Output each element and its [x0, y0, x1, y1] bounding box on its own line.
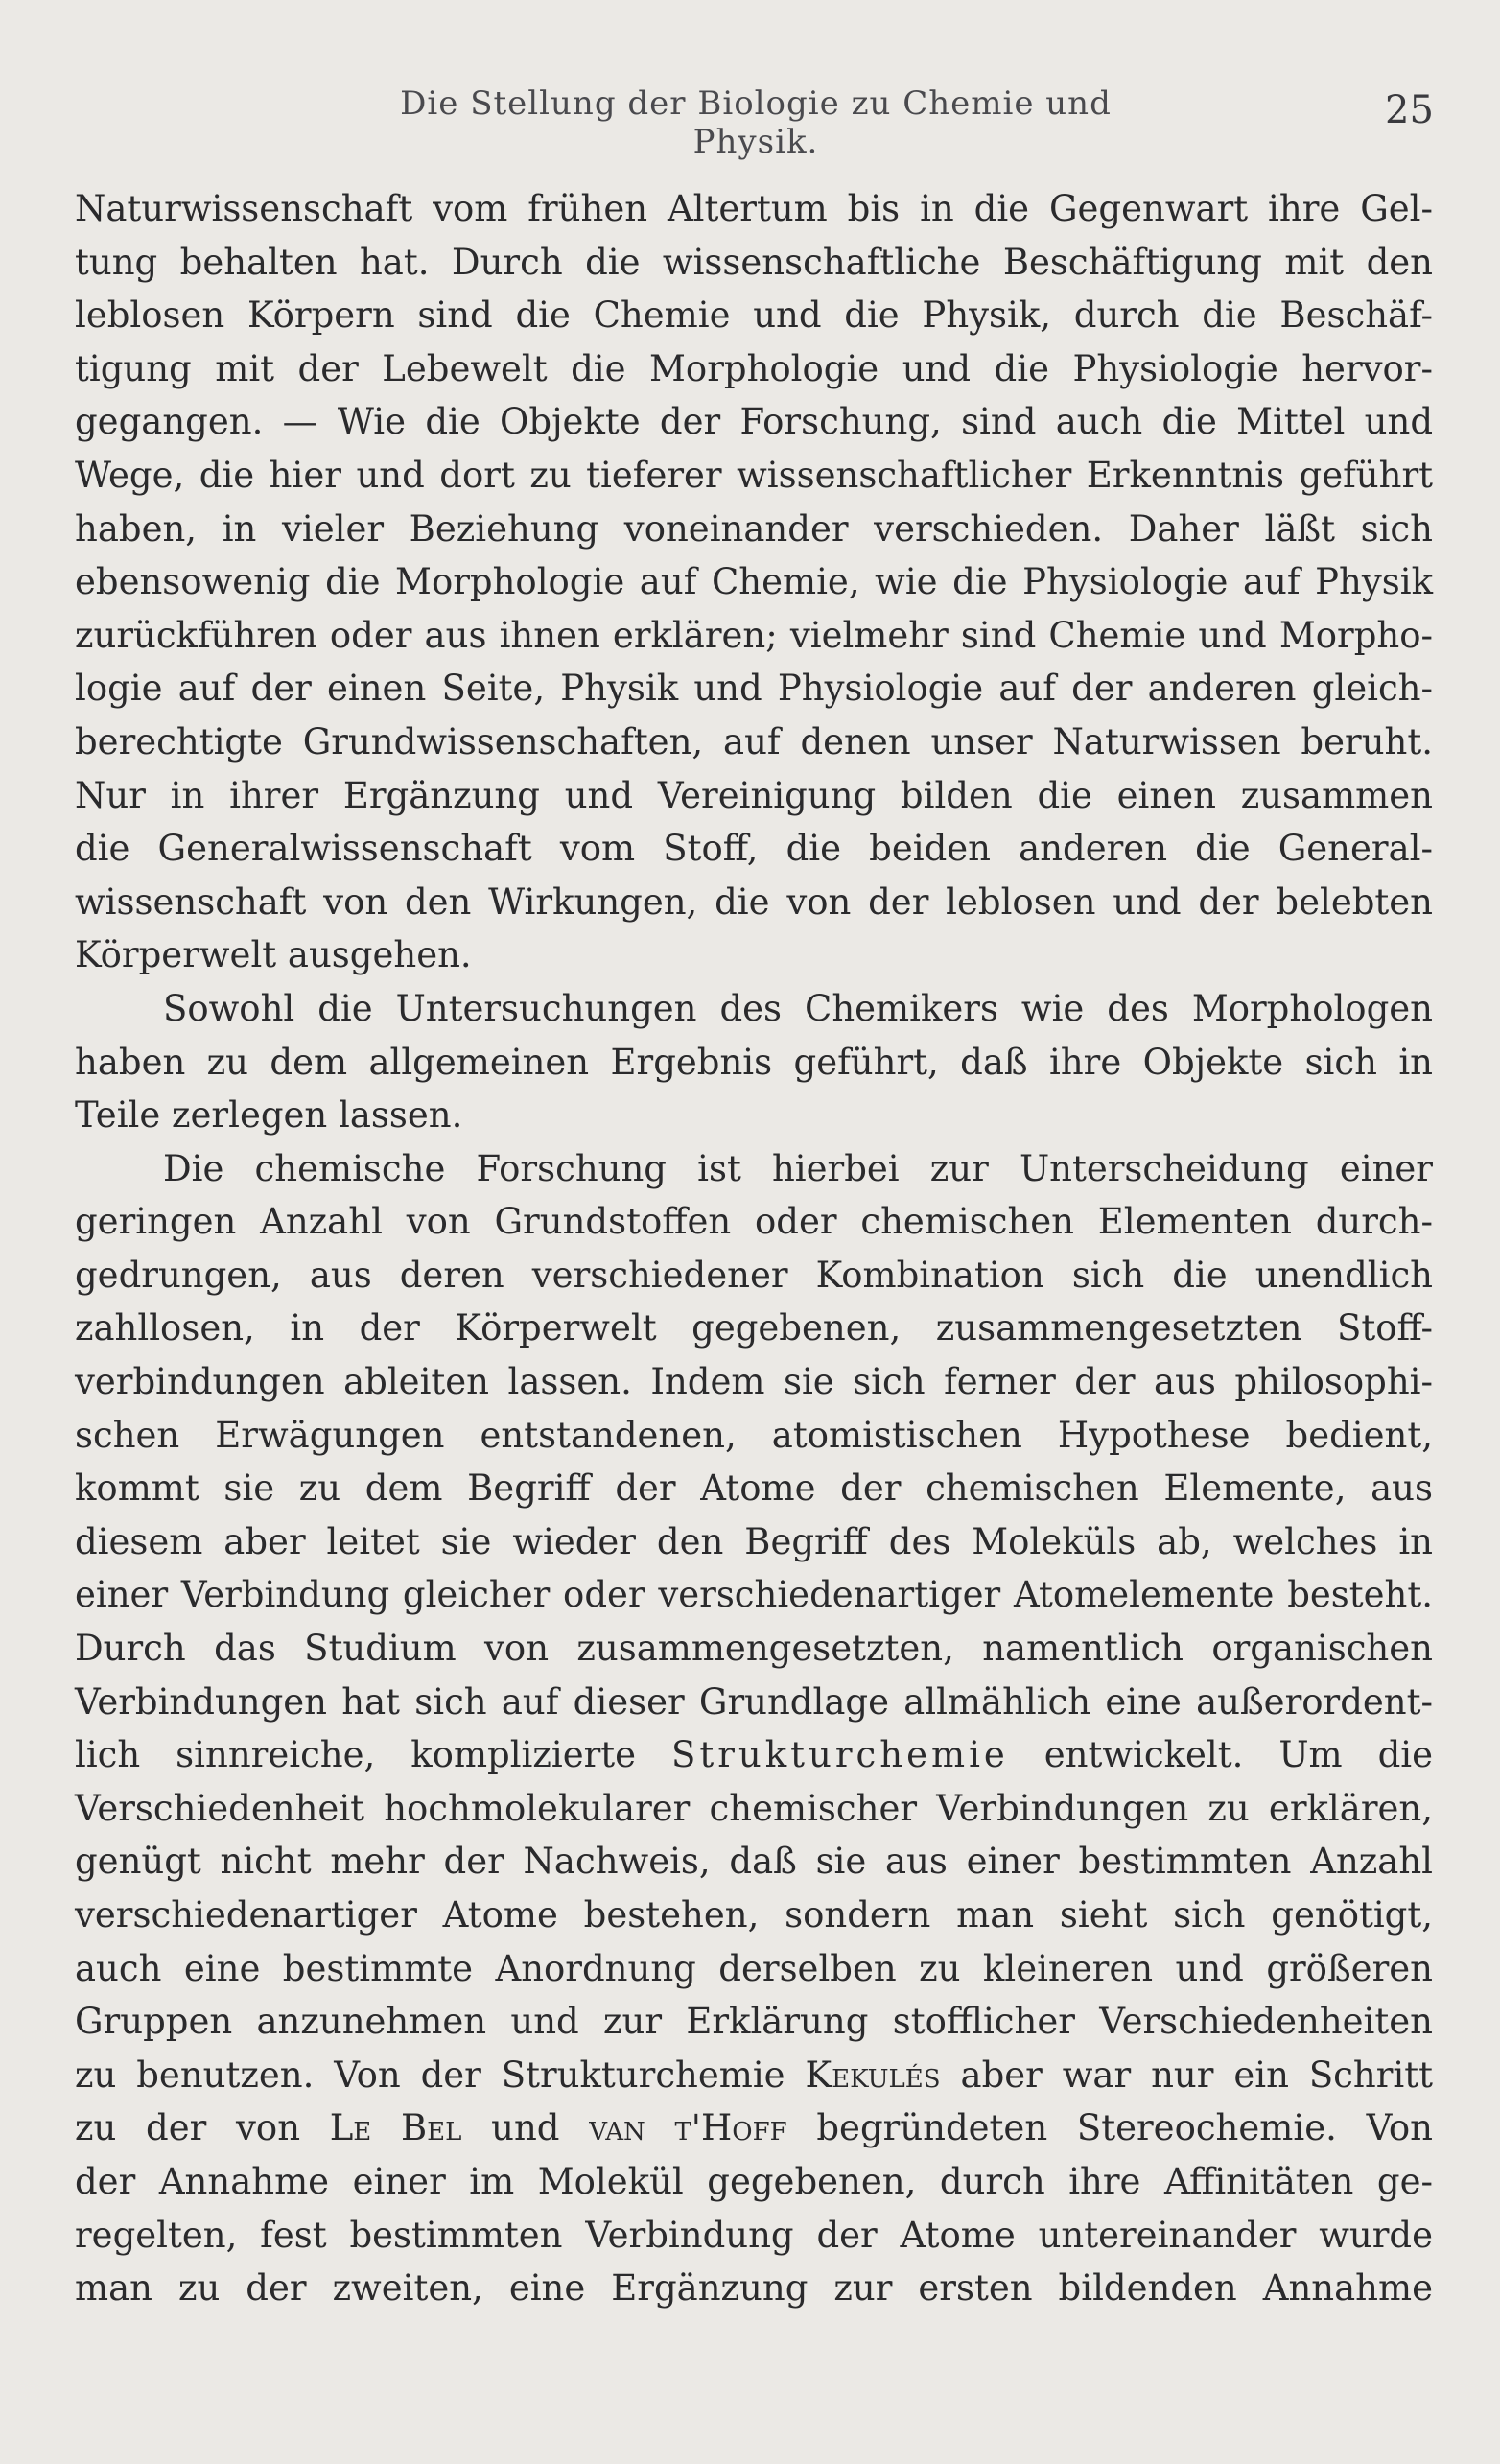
text-line: Gruppen anzunehmen und zur Erklärung stofflicher Verschiedenheiten [75, 2001, 1433, 2043]
text-line: haben, in vieler Beziehung voneinander verschieden. Daher läßt sich [75, 507, 1433, 550]
text-line: die Generalwissenschaft vom Stoff, die beiden anderen die General- [75, 828, 1433, 870]
running-head: Die Stellung der Biologie zu Chemie und Physik. [400, 84, 1112, 161]
text-line: gedrungen, aus deren verschiedener Kombination sich die unendlich [75, 1254, 1433, 1296]
text-line [75, 2049, 1433, 2102]
text-segment: begründeten Stereochemie. Von [786, 2107, 1434, 2149]
text-line: kommt sie zu dem Begriff der Atome der chemischen Elemente, aus [75, 1467, 1433, 1510]
text-line: wissenschaft von den Wirkungen, die von der leblosen und der belebten [75, 880, 1433, 923]
text-line: verschiedenartiger Atome bestehen, sondern man sieht sich genötigt, [75, 1894, 1433, 1936]
text-segment: und [461, 2107, 590, 2149]
author-name: Kekulés [805, 2053, 941, 2096]
text-line: ebensowenig die Morphologie auf Chemie, wie die Physiologie auf Physik [75, 561, 1433, 603]
text-line: verbindungen ableiten lassen. Indem sie sich ferner der aus philosophi- [75, 1361, 1433, 1403]
text-line: einer Verbindung gleicher oder verschiedenartiger Atomelemente besteht. [75, 1574, 1433, 1616]
text-line: Verschiedenheit hochmolekularer chemischer Verbindungen zu erklären, [75, 1787, 1433, 1829]
author-name: van t'Hoff [589, 2107, 787, 2149]
text-line: leblosen Körpern sind die Chemie und die Physik, durch die Beschäf- [75, 294, 1433, 337]
text-line: zurückführen oder aus ihnen erklären; vielmehr sind Chemie und Morpho- [75, 614, 1433, 656]
text-line: auch eine bestimmte Anordnung derselben zu kleineren und größeren [75, 1947, 1433, 1989]
text-line: tigung mit der Lebewelt die Morphologie und die Physiologie hervor- [75, 347, 1433, 389]
paragraph-start-line: Sowohl die Untersuchungen des Chemikers wie des Morphologen [163, 987, 1433, 1029]
text-line: man zu der zweiten, eine Ergänzung zur ersten bildenden Annahme [75, 2267, 1433, 2310]
text-line: regelten, fest bestimmten Verbindung der Atome untereinander wurde [75, 2214, 1433, 2256]
author-name: Le Bel [329, 2107, 462, 2149]
text-line: zahllosen, in der Körperwelt gegebenen, zusammengesetzten Stoff- [75, 1307, 1433, 1349]
text-segment: zu benutzen. Von der Strukturchemie [75, 2053, 806, 2096]
body-text [75, 182, 1433, 2315]
text-line: genügt nicht mehr der Nachweis, daß sie aus einer bestimmten Anzahl [75, 1841, 1433, 1883]
text-line: Wege, die hier und dort zu tieferer wissenschaftlicher Erkenntnis geführt [75, 454, 1433, 496]
text-segment: lich sinnreiche, komplizierte [75, 1734, 672, 1776]
text-line: haben zu dem allgemeinen Ergebnis geführt, daß ihre Objekte sich in [75, 1041, 1433, 1083]
text-line [75, 1728, 1433, 1782]
text-line: logie auf der einen Seite, Physik und Physiologie auf der anderen gleich- [75, 668, 1433, 710]
text-line: gegangen. — Wie die Objekte der Forschung, sind auch die Mittel und [75, 401, 1433, 443]
text-segment: aber war nur ein Schritt [940, 2053, 1433, 2096]
text-line: tung behalten hat. Durch die wissenschaftliche Beschäftigung mit den [75, 241, 1433, 283]
text-line: Durch das Studium von zusammengesetzten, namentlich organischen [75, 1628, 1433, 1670]
text-line: Nur in ihrer Ergänzung und Vereinigung bilden die einen zusammen [75, 774, 1433, 816]
text-line [75, 2101, 1433, 2155]
text-line: geringen Anzahl von Grundstoffen oder chemischen Elementen durch- [75, 1201, 1433, 1243]
text-segment: zu der von [75, 2107, 330, 2149]
text-line: diesem aber leitet sie wieder den Begriff des Moleküls ab, welches in [75, 1520, 1433, 1562]
text-segment: entwickelt. Um die [1008, 1734, 1433, 1776]
text-line: Teile zerlegen lassen. [75, 1094, 463, 1137]
text-line: Verbindungen hat sich auf dieser Grundlage allmählich eine außerordent- [75, 1680, 1433, 1723]
emphasized-term: Strukturchemie [671, 1734, 1009, 1776]
text-line: berechtigte Grundwissenschaften, auf denen unser Naturwissen beruht. [75, 720, 1433, 763]
text-line: schen Erwägungen entstandenen, atomistischen Hypothese bedient, [75, 1414, 1433, 1456]
text-line: der Annahme einer im Molekül gegebenen, durch ihre Affinitäten ge- [75, 2160, 1433, 2202]
text-line: Naturwissenschaft vom frühen Altertum bis in die Gegenwart ihre Gel- [75, 188, 1433, 229]
text-line: Körperwelt ausgehen. [75, 934, 472, 976]
page-number: 25 [1385, 88, 1434, 132]
paragraph-start-line: Die chemische Forschung ist hierbei zur Unterscheidung einer [163, 1147, 1433, 1189]
